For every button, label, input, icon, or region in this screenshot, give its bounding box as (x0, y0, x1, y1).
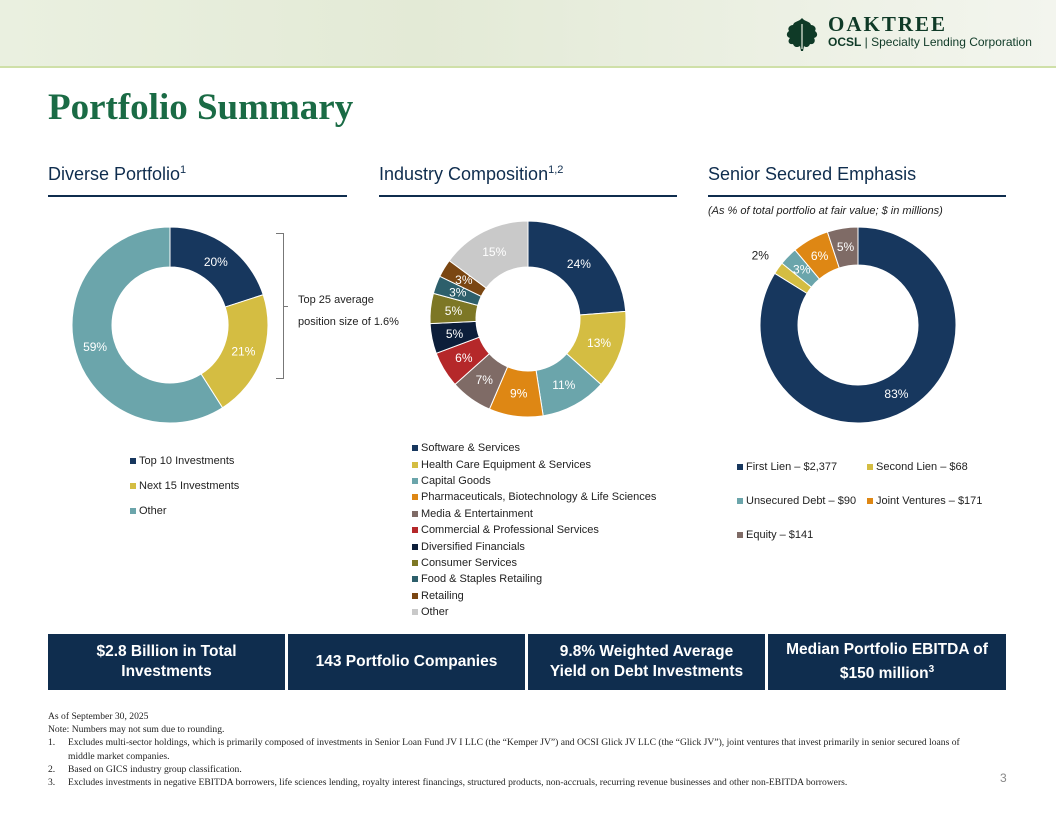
stat-sup: 3 (928, 663, 935, 675)
stat-line: $150 million (839, 665, 929, 683)
data-label: 20% (203, 254, 228, 269)
data-label: 59% (83, 339, 108, 354)
data-label: 2% (751, 248, 769, 263)
data-label: 11% (552, 377, 576, 392)
legend-label: Pharmaceuticals, Biotechnology & Life Sciences (421, 491, 657, 504)
legend-label: First Lien – $2,377 (746, 461, 838, 473)
section-heading-industry (379, 164, 563, 185)
brand-sub-rest: | Specialty Lending Corporation (861, 35, 1032, 49)
legend-label: Next 15 Investments (139, 479, 240, 492)
legend-label: Media & Entertainment (421, 507, 533, 520)
legend-item (412, 489, 656, 505)
stat-line: $2.8 Billion in Total (96, 643, 237, 660)
top25-bracket (276, 233, 284, 379)
legend-swatch (412, 527, 418, 533)
data-label: 3% (793, 262, 811, 277)
senior-secured-donut (751, 226, 957, 424)
section-rule-diverse (48, 195, 347, 197)
legend-item (412, 604, 656, 620)
legend-label: Capital Goods (421, 474, 491, 487)
diverse-legend (130, 448, 239, 523)
legend-swatch (867, 498, 873, 504)
brand-subtitle (828, 35, 1032, 49)
page-title: Portfolio Summary (48, 87, 354, 128)
legend-swatch (737, 498, 743, 504)
section-heading-industry-text: Industry Composition (379, 164, 549, 184)
top25-callout (298, 289, 408, 333)
legend-label: Other (139, 504, 167, 517)
legend-swatch (412, 609, 418, 615)
footnote-num: 2. (48, 763, 56, 775)
data-label: 3% (455, 273, 473, 288)
callout-line2: position size of 1.6% (298, 316, 399, 328)
legend-swatch (130, 508, 136, 514)
legend-swatch (130, 458, 136, 464)
legend-swatch (412, 494, 418, 500)
stats-bar (48, 634, 1006, 690)
footnote-as-of: As of September 30, 2025 (48, 711, 149, 722)
legend-item (867, 450, 987, 484)
legend-item (867, 484, 987, 518)
stat-total-investments (48, 634, 285, 690)
stat-line: 143 Portfolio Companies (315, 653, 498, 670)
legend-item (412, 440, 656, 456)
legend-label: Health Care Equipment & Services (421, 458, 591, 471)
legend-swatch (867, 464, 873, 470)
stat-line: Yield on Debt Investments (549, 663, 744, 680)
legend-label: Unsecured Debt – $90 (746, 495, 857, 507)
data-label: 83% (884, 387, 909, 402)
legend-label: Second Lien – $68 (876, 461, 968, 473)
legend-swatch (737, 464, 743, 470)
legend-label: Top 10 Investments (139, 454, 235, 467)
data-label: 5% (444, 303, 463, 318)
legend-swatch (412, 445, 418, 451)
top25-bracket-tick (284, 306, 288, 307)
legend-label: Consumer Services (421, 556, 517, 569)
legend-item (412, 473, 656, 489)
footnotes (48, 710, 988, 789)
section-rule-industry (379, 195, 677, 197)
legend-item (737, 518, 867, 552)
legend-item (412, 456, 656, 472)
legend-swatch (412, 560, 418, 566)
legend-item (737, 484, 867, 518)
section-heading-industry-sup: 1,2 (548, 164, 564, 176)
legend-swatch (412, 544, 418, 550)
oaktree-logo (784, 12, 1032, 52)
industry-composition-donut (429, 220, 627, 418)
legend-label: Joint Ventures – $171 (876, 495, 983, 507)
legend-item (412, 506, 656, 522)
data-label: 5% (445, 327, 464, 342)
footnote-item (48, 776, 988, 789)
data-label: 6% (810, 248, 829, 263)
section-heading-diverse-sup: 1 (180, 164, 187, 176)
legend-item (412, 571, 656, 587)
data-label: 9% (510, 386, 528, 401)
footnote-text: Based on GICS industry group classification. (68, 763, 242, 775)
legend-item (412, 588, 656, 604)
legend-label: Software & Services (421, 442, 521, 455)
legend-label: Equity – $141 (746, 529, 814, 541)
legend-item (130, 498, 239, 523)
stat-line: Median Portfolio EBITDA of (786, 640, 988, 658)
legend-item (412, 538, 656, 554)
legend-item (737, 450, 867, 484)
footnote-text: Excludes multi-sector holdings, which is primarily composed of investments in Senior Loan Fund JV I LLC (the “Kemper JV”) and OCSI Glick JV LLC (the “Glick JV”), joint ventures that invest primarily in senior secured loans of middle market companies. (68, 737, 960, 762)
section-heading-senior: Senior Secured Emphasis (708, 164, 917, 184)
legend-label: Other (421, 606, 449, 619)
brand-name: OAKTREE (828, 12, 948, 36)
legend-item (130, 448, 239, 473)
data-label: 7% (475, 372, 493, 387)
footnote-item (48, 763, 988, 776)
section-rule-senior (708, 195, 1006, 197)
senior-legend (737, 450, 997, 552)
legend-swatch (412, 576, 418, 582)
footnote-text: Excludes investments in negative EBITDA borrowers, life sciences lending, royalty interest financings, structured products, non-accruals, recurring revenue businesses and other non-EBITDA borrowers. (68, 777, 848, 789)
data-label: 15% (482, 245, 507, 260)
stat-line: Investments (121, 663, 212, 680)
data-label: 3% (449, 285, 467, 300)
data-label: 5% (836, 239, 855, 254)
legend-label: Food & Staples Retailing (421, 573, 543, 586)
oak-leaf-icon (784, 16, 820, 52)
legend-swatch (412, 478, 418, 484)
data-label: 6% (455, 350, 473, 365)
legend-swatch (737, 532, 743, 538)
legend-item (130, 473, 239, 498)
legend-swatch (412, 511, 418, 517)
section-heading-diverse (48, 164, 186, 185)
footnote-note: Note: Numbers may not sum due to rounding. (48, 724, 225, 736)
page-number: 3 (1000, 771, 1007, 785)
legend-swatch (130, 483, 136, 489)
header-rule (0, 66, 1056, 68)
data-label: 24% (566, 256, 591, 271)
callout-line1: Top 25 average (298, 294, 374, 306)
section-heading-diverse-text: Diverse Portfolio (48, 164, 181, 184)
industry-legend (412, 440, 656, 620)
data-label: 13% (587, 336, 612, 351)
legend-swatch (412, 593, 418, 599)
stat-median-ebitda (768, 634, 1006, 690)
brand-sub-bold: OCSL (828, 35, 862, 49)
footnote-item (48, 736, 988, 762)
data-label: 21% (231, 344, 256, 359)
legend-label: Diversified Financials (421, 540, 525, 553)
senior-note: (As % of total portfolio at fair value; $ in millions) (708, 205, 943, 217)
legend-item (412, 522, 656, 538)
stat-portfolio-companies (288, 634, 525, 690)
legend-item (412, 555, 656, 571)
legend-swatch (412, 462, 418, 468)
stat-line: 9.8% Weighted Average (559, 643, 734, 660)
stat-weighted-yield (528, 634, 765, 690)
diverse-portfolio-donut (70, 227, 270, 423)
legend-label: Commercial & Professional Services (421, 524, 599, 537)
footnote-num: 3. (48, 777, 56, 789)
footnote-num: 1. (48, 737, 56, 749)
legend-label: Retailing (421, 589, 464, 602)
